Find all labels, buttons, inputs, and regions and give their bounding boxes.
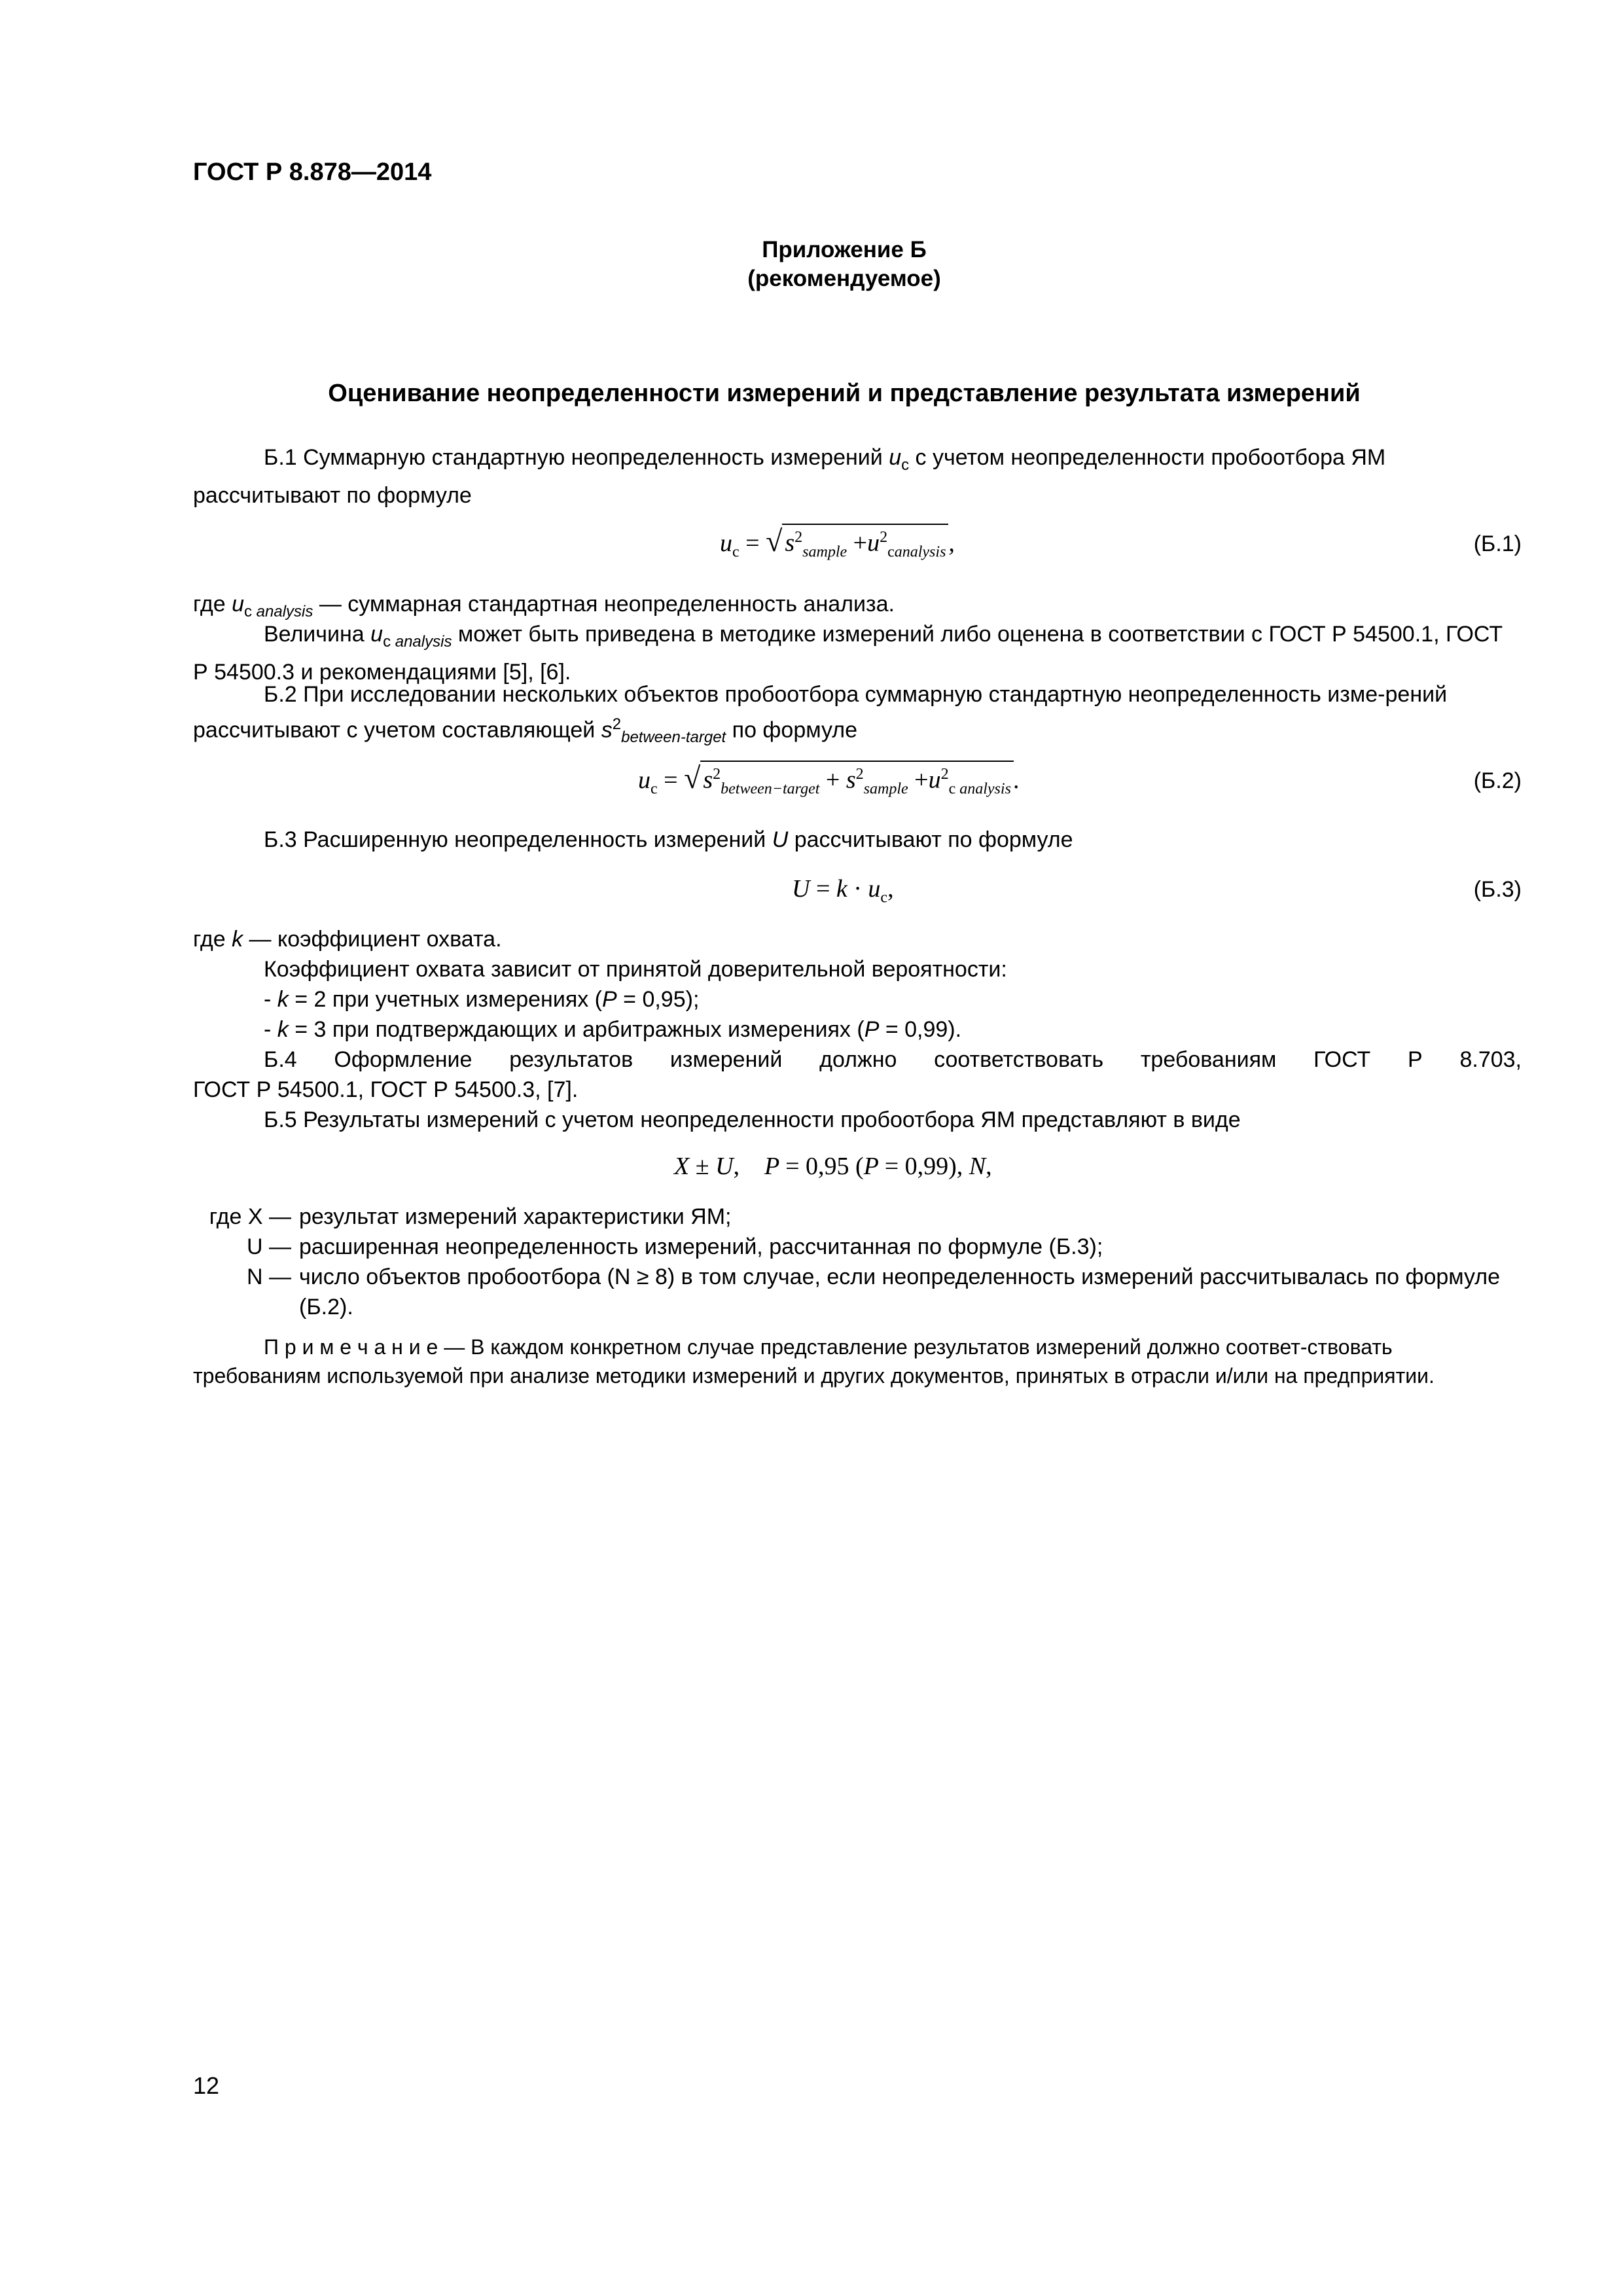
formula-b3: $U = k \cdot u_c$, (792, 875, 894, 906)
where-list (193, 1202, 1522, 1322)
paragraph-b4-line2: ГОСТ Р 54500.1, ГОСТ Р 54500.3, [7]. (193, 1077, 579, 1102)
paragraph-b1: Б.1 Суммарную стандартную неопределенность измерений $u_c$ с учетом неопределенности пробоотбора ЯМ рассчитывают по формуле (193, 445, 1386, 508)
document-header: ГОСТ Р 8.878—2014 (193, 158, 432, 186)
where-text: число объектов пробоотбора (N ≥ 8) в том случае, если неопределенность измерений рассчитывалась по формуле (Б.2). (299, 1265, 1501, 1319)
where-uc-analysis: где $u_{c analysis}$ — суммарная стандартная неопределенность анализа. (193, 592, 895, 620)
formula-b1-number: (Б.1) (1473, 531, 1522, 556)
note-label: П р и м е ч а н и е — (264, 1335, 471, 1359)
appendix-status: (рекомендуемое) (747, 266, 941, 291)
where-text: расширенная неопределенность измерений, рассчитанная по формуле (Б.3); (299, 1234, 1103, 1259)
where-text: результат измерений характеристики ЯМ; (299, 1204, 732, 1229)
paragraph-b4-line1: Б.4 Оформление результатов измерений должно соответствовать требованиям ГОСТ Р 8.703, (264, 1047, 1522, 1072)
coverage-item-2: - k = 3 при подтверждающих и арбитражных измерениях (P = 0,99). (264, 1017, 962, 1042)
formula-result: X ± U, P = 0,95 (P = 0,99), N, (674, 1153, 992, 1180)
coverage-intro: Коэффициент охвата зависит от принятой доверительной вероятности: (264, 957, 1007, 982)
where-symbol: N — (247, 1265, 291, 1289)
section-heading: Оценивание неопределенности измерений и представление результата измерений (328, 380, 1361, 407)
where-item-x (193, 1202, 1522, 1232)
formula-b3-number: (Б.3) (1473, 877, 1522, 902)
page-number: 12 (193, 2072, 220, 2099)
paragraph-magnitude: Величина $u_{c analysis}$ может быть приведена в методике измерений либо оценена в соответствии с ГОСТ Р 54500.1, ГОСТ Р 54500.3 и рекомендациями [5], [6]. (193, 622, 1503, 685)
note-text: В каждом конкретном случае представление результатов измерений должно соответ-ствовать требованиям используемой при анализе методики измерений и других документов, принятых в отрасли и/или на предприятии. (193, 1335, 1435, 1388)
paragraph-b3: Б.3 Расширенную неопределенность измерений U рассчитывают по формуле (264, 827, 1073, 852)
where-symbol: где X — (209, 1204, 291, 1229)
where-item-n (193, 1262, 1522, 1322)
note-paragraph (193, 1333, 1522, 1390)
where-symbol: U — (247, 1234, 291, 1259)
where-k: где k — коэффициент охвата. (193, 927, 502, 952)
paragraph-b5: Б.5 Результаты измерений с учетом неопределенности пробоотбора ЯМ представляют в виде (264, 1107, 1241, 1132)
formula-b2-number: (Б.2) (1473, 768, 1522, 793)
where-item-u (193, 1232, 1522, 1262)
formula-b1: $u_c$ = √ $s^2_{sample} +u^2_{canalysis}$ , (720, 524, 955, 565)
appendix-title: Приложение Б (762, 237, 927, 262)
coverage-item-1: - k = 2 при учетных измерениях (P = 0,95); (264, 987, 700, 1012)
formula-b2: $u_c$ = √ $s^2_{between-target} + s^2_{sample} +u^2_{c analysis}$ . (638, 761, 1020, 802)
paragraph-b2: Б.2 При исследовании нескольких объектов пробоотбора суммарную стандартную неопределенность изме-рений рассчитывают с учетом составляющей $s^2_{between-target}$ по формуле (193, 682, 1448, 747)
